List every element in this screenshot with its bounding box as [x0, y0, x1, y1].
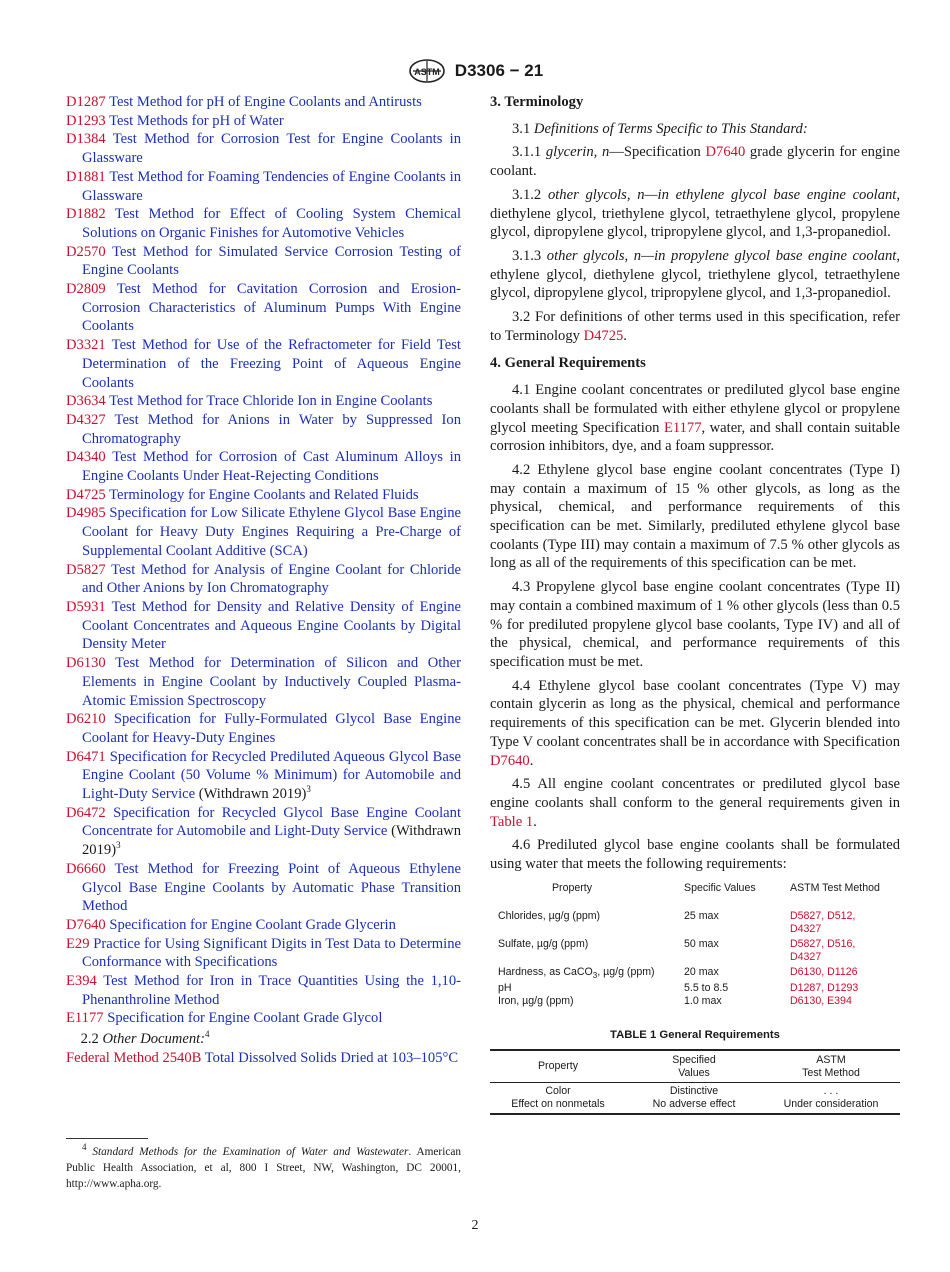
reference-item [66, 411, 461, 448]
ref-title-link[interactable]: Specification for Low Silicate Ethylene Glycol Base Engine Coolant for Heavy Duty Engines Requiring a Pre-Charge of Supplemental Coolant Additive (SCA) [82, 505, 461, 559]
ref-code-link[interactable]: D7640 [66, 916, 106, 933]
reference-item [66, 112, 461, 131]
ref-title-link[interactable]: Test Method for Foaming Tendencies of Engine Coolants in Glassware [82, 168, 461, 204]
para-4-4: 4.4 Ethylene glycol base coolant concentrates (Type V) may contain glycerin as long as the physical, chemical and performance requirements of this specification can be met. Glycerin blended into Type V coolant concentrates shall be in accordance with Specification D7640. [490, 677, 900, 769]
ref-code-link[interactable]: D1882 [66, 206, 106, 223]
designation: D3306 − 21 [454, 61, 544, 80]
section-3-heading: 3. Terminology [490, 94, 584, 110]
table-row: Sulfate, µg/g (ppm) 50 max D5827, D516, D4327 [498, 937, 856, 963]
ref-code-link[interactable]: E29 [66, 935, 90, 952]
ref-title-link[interactable]: Specification for Recycled Prediluted Aqueous Glycol Base Engine Coolant (50 Volume % Minimum) for Automobile and Light-Duty Service [82, 748, 461, 803]
reference-item [66, 168, 461, 205]
para-3-1-2: 3.1.2 other glycols, n—in ethylene glycol base engine coolant, diethylene glycol, triethylene glycol, tetraethylene glycol, propylene glycol, dipropylene glycol, tripropylene glycol, and 1,3-propanediol. [490, 186, 900, 241]
link-d4725[interactable]: D4725 [583, 327, 624, 344]
ref-title-link[interactable]: Terminology for Engine Coolants and Related Fluids [109, 486, 419, 503]
ref-code-link[interactable]: D6472 [66, 804, 106, 821]
ref-code-link[interactable]: E394 [66, 973, 97, 990]
table-1-title: TABLE 1 General Requirements [610, 1028, 780, 1041]
reference-item [66, 93, 461, 112]
para-3-2: 3.2 For definitions of other terms used in this specification, refer to Terminology D4725. [490, 309, 900, 344]
reference-item [66, 504, 461, 560]
ref-code-link[interactable]: D6130 [66, 655, 106, 672]
ref-title-link[interactable]: Test Method for Cavitation Corrosion and Erosion-Corrosion Characteristics of Aluminum Pumps With Engine Coolants [82, 281, 461, 335]
ref-code-link[interactable]: D1881 [66, 168, 106, 185]
ref-code-link[interactable]: D1287 [66, 94, 106, 110]
water-requirements-table [490, 882, 900, 1008]
table-1 [490, 1049, 900, 1115]
ref-title-link[interactable]: Test Method for Density and Relative Density of Engine Coolant Concentrates and Aqueous Engine Coolants by Digital Density Meter [82, 598, 462, 653]
reference-item [66, 448, 461, 485]
para-4-2: 4.2 Ethylene glycol base engine coolant concentrates (Type I) may contain a maximum of 15 % other glycols, as long as the physical, chemical, and performance requirements of this specification can be met. Similarly, prediluted ethylene glycol base coolants (Type III) may contain a maximum of 7.5 % other glycols as long as all of the requirements of this specification can be met. [490, 461, 900, 572]
link-methods-chlorides-2[interactable]: D4327 [790, 922, 822, 935]
link-d7640-2[interactable]: D7640 [490, 752, 530, 769]
page-number: 2 [471, 1218, 479, 1233]
reference-item [66, 654, 461, 710]
para-4-1: 4.1 Engine coolant concentrates or prediluted glycol base engine coolants shall be formulated with either ethylene glycol or propylene glycol meeting Specification E1177, water, and shall contain suitable corrosion inhibitors, dye, and a foam suppressor. [490, 382, 901, 455]
ref-title-link[interactable]: Test Method for Freezing Point of Aqueous Ethylene Glycol Base Engine Coolants by Automatic Phase Transition Method [82, 860, 461, 915]
ref-code-link[interactable]: D3321 [66, 337, 106, 354]
water-col-method: ASTM Test Method [790, 881, 880, 894]
para-3-1-3: 3.1.3 other glycols, n—in propylene glycol base engine coolant, ethylene glycol, diethylene glycol, triethylene glycol, tetraethylene glycol, dipropylene glycol, tripropylene glycol, and 1,3-propanediol. [490, 247, 900, 302]
federal-title-link[interactable]: Total Dissolved Solids Dried at 103–105°C [204, 1049, 459, 1066]
reference-item [66, 972, 461, 1009]
ref-title-link[interactable]: Specification for Fully-Formulated Glycol Base Engine Coolant for Heavy-Duty Engines [82, 711, 462, 746]
section-4-heading: 4. General Requirements [490, 355, 646, 372]
other-document-heading: 2.2 Other Document:$^4$ [80, 1029, 210, 1048]
ref-title-link[interactable]: Test Method for Anions in Water by Suppressed Ion Chromatography [82, 411, 462, 447]
reference-item [66, 336, 461, 392]
ref-code-link[interactable]: D2570 [66, 243, 106, 260]
footnote: $^4$ Standard Methods for the Examination of Water and Wastewater. American Public Health Association, et al, 800 I Street, NW, Washington, DC 20001, http://www.apha.org. [66, 1142, 462, 1190]
ref-code-link[interactable]: D5931 [66, 598, 106, 615]
t1-col-values: Specified Values [626, 1050, 762, 1083]
link-methods-chlorides[interactable]: D5827, D512, [790, 909, 856, 922]
ref-code-link[interactable]: D6660 [66, 860, 106, 877]
para-3-1: 3.1 Definitions of Terms Specific to This Standard: [512, 120, 808, 137]
ref-title-link[interactable]: Test Method for Effect of Cooling System Chemical Solutions on Organic Finishes for Automotive Vehicles [82, 206, 462, 241]
reference-item: D6472 Specification for Recycled Glycol Base Engine Coolant Concentrate for Automobile and Light-Duty Service (Withdrawn 2019)$^3$ [66, 804, 462, 859]
ref-title-link[interactable]: Specification for Recycled Glycol Base Engine Coolant Concentrate for Automobile and Light-Duty Service [82, 804, 461, 840]
reference-item [66, 280, 461, 336]
t1-col-property: Property [490, 1050, 626, 1083]
ref-title-link[interactable]: Test Methods for pH of Water [109, 112, 284, 129]
ref-title-link[interactable]: Test Method for Trace Chloride Ion in Engine Coolants [109, 393, 433, 410]
link-table-1[interactable]: Table 1 [490, 813, 534, 830]
ref-code-link[interactable]: D4340 [66, 449, 106, 466]
ref-title-link[interactable]: Test Method for Iron in Trace Quantities Using the 1,10-Phenanthroline Method [82, 973, 461, 1008]
ref-title-link[interactable]: Test Method for Determination of Silicon and Other Elements in Engine Coolant by Inductively Coupled Plasma-Atomic Emission Spectroscopy [82, 655, 461, 709]
reference-item [66, 860, 461, 916]
references-column [66, 93, 461, 1068]
ref-title-link[interactable]: Practice for Using Significant Digits in Test Data to Determine Conformance with Specifications [82, 935, 461, 971]
ref-code-link[interactable]: D6210 [66, 711, 106, 728]
reference-item [66, 392, 461, 411]
para-3-1-1: 3.1.1 glycerin, n—Specification D7640 grade glycerin for engine coolant. [490, 144, 900, 180]
table-row: pH 5.5 to 8.5 D1287, D1293 [498, 981, 859, 994]
reference-item [66, 130, 461, 167]
footnote-rule [66, 1138, 148, 1139]
ref-title-link[interactable]: Test Method for Analysis of Engine Coolant for Chloride and Other Anions by Ion Chromatography [82, 561, 461, 597]
reference-item [66, 710, 461, 747]
para-4-6: 4.6 Prediluted glycol base engine coolants shall be formulated using water that meets the following requirements: [490, 837, 900, 873]
table-row: Iron, µg/g (ppm) 1.0 max D6130, E394 [498, 994, 852, 1007]
terminology-column [490, 93, 900, 1115]
link-methods-ph[interactable]: D1287, D1293 [790, 981, 859, 994]
ref-code-link[interactable]: D3634 [66, 393, 106, 410]
water-col-property: Property [551, 881, 593, 894]
ref-title-link[interactable]: Test Method for Corrosion of Cast Aluminum Alloys in Engine Coolants Under Heat-Rejecting Conditions [82, 449, 462, 485]
ref-code-link[interactable]: D2809 [66, 281, 106, 298]
water-col-values: Specific Values [684, 881, 756, 894]
ref-code-link[interactable]: D4985 [66, 505, 106, 522]
ref-title-link[interactable]: Test Method for Use of the Refractometer for Field Test Determination of the Freezing Point of Aqueous Engine Coolants [82, 337, 461, 391]
link-methods-sulfate-2[interactable]: D4327 [790, 950, 822, 963]
ref-title-link[interactable]: Specification for Engine Coolant Grade Glycerin [109, 916, 396, 933]
reference-item [66, 598, 461, 654]
federal-method-item [66, 1049, 461, 1068]
astm-logo-icon [407, 58, 447, 84]
reference-item [66, 1009, 461, 1028]
reference-item [66, 935, 461, 972]
ref-code-link[interactable]: D1384 [66, 131, 106, 148]
ref-code-link[interactable]: D4725 [66, 486, 106, 503]
ref-code-link[interactable]: D5827 [66, 561, 106, 578]
t1-col-method: ASTM Test Method [762, 1050, 900, 1083]
svg-text:ASTM: ASTM [414, 67, 440, 77]
reference-item [66, 486, 461, 505]
reference-item [66, 561, 461, 598]
link-e1177[interactable]: E1177 [663, 419, 702, 436]
ref-code-link[interactable]: E1177 [66, 1010, 104, 1027]
link-methods-iron[interactable]: D6130, E394 [790, 994, 852, 1007]
ref-title-link[interactable]: Test Method for Corrosion Test for Engine Coolants in Glassware [82, 131, 461, 167]
reference-item: D6471 Specification for Recycled Prediluted Aqueous Glycol Base Engine Coolant (50 Volume % Minimum) for Automobile and Light-Duty Service (Withdrawn 2019)$^3$ [66, 748, 461, 803]
ref-title-link[interactable]: Specification for Engine Coolant Grade Glycol [107, 1010, 383, 1027]
para-4-5: 4.5 All engine coolant concentrates or prediluted glycol base engine coolants shall conform to the general requirements given in Table 1. [490, 776, 900, 830]
table-row: Effect on nonmetals No adverse effect Under consideration [490, 1098, 900, 1114]
ref-title-link[interactable]: Test Method for Simulated Service Corrosion Testing of Engine Coolants [82, 243, 461, 279]
table-row: Hardness, as CaCO$_3$, µg/g (ppm) 20 max D6130, D1126 [498, 965, 858, 980]
link-methods-hardness[interactable]: D6130, D1126 [790, 965, 858, 978]
para-4-3: 4.3 Propylene glycol base engine coolant concentrates (Type II) may contain a combined maximum of 1 % other glycols (less than 0.5 % for prediluted propylene glycol base coolants, Type IV) and all of the physical, chemical, and performance requirements of this specification must be met. [490, 579, 900, 670]
ref-code-link[interactable]: D1293 [66, 112, 106, 129]
page-header [0, 58, 950, 84]
table-row: Chlorides, µg/g (ppm) 25 max D5827, D512, D4327 [498, 909, 856, 935]
link-d7640[interactable]: D7640 [705, 144, 746, 161]
reference-item [66, 916, 461, 935]
ref-title-link[interactable]: Test Method for pH of Engine Coolants and Antirusts [109, 94, 422, 110]
ref-code-link[interactable]: D4327 [66, 411, 106, 428]
link-methods-sulfate[interactable]: D5827, D516, [790, 937, 856, 950]
reference-item [66, 205, 461, 242]
reference-item [66, 243, 461, 280]
ref-code-link[interactable]: D6471 [66, 748, 106, 765]
federal-code-link[interactable]: Federal Method 2540B [66, 1049, 202, 1066]
table-row: Color Distinctive . . . [545, 1084, 839, 1097]
